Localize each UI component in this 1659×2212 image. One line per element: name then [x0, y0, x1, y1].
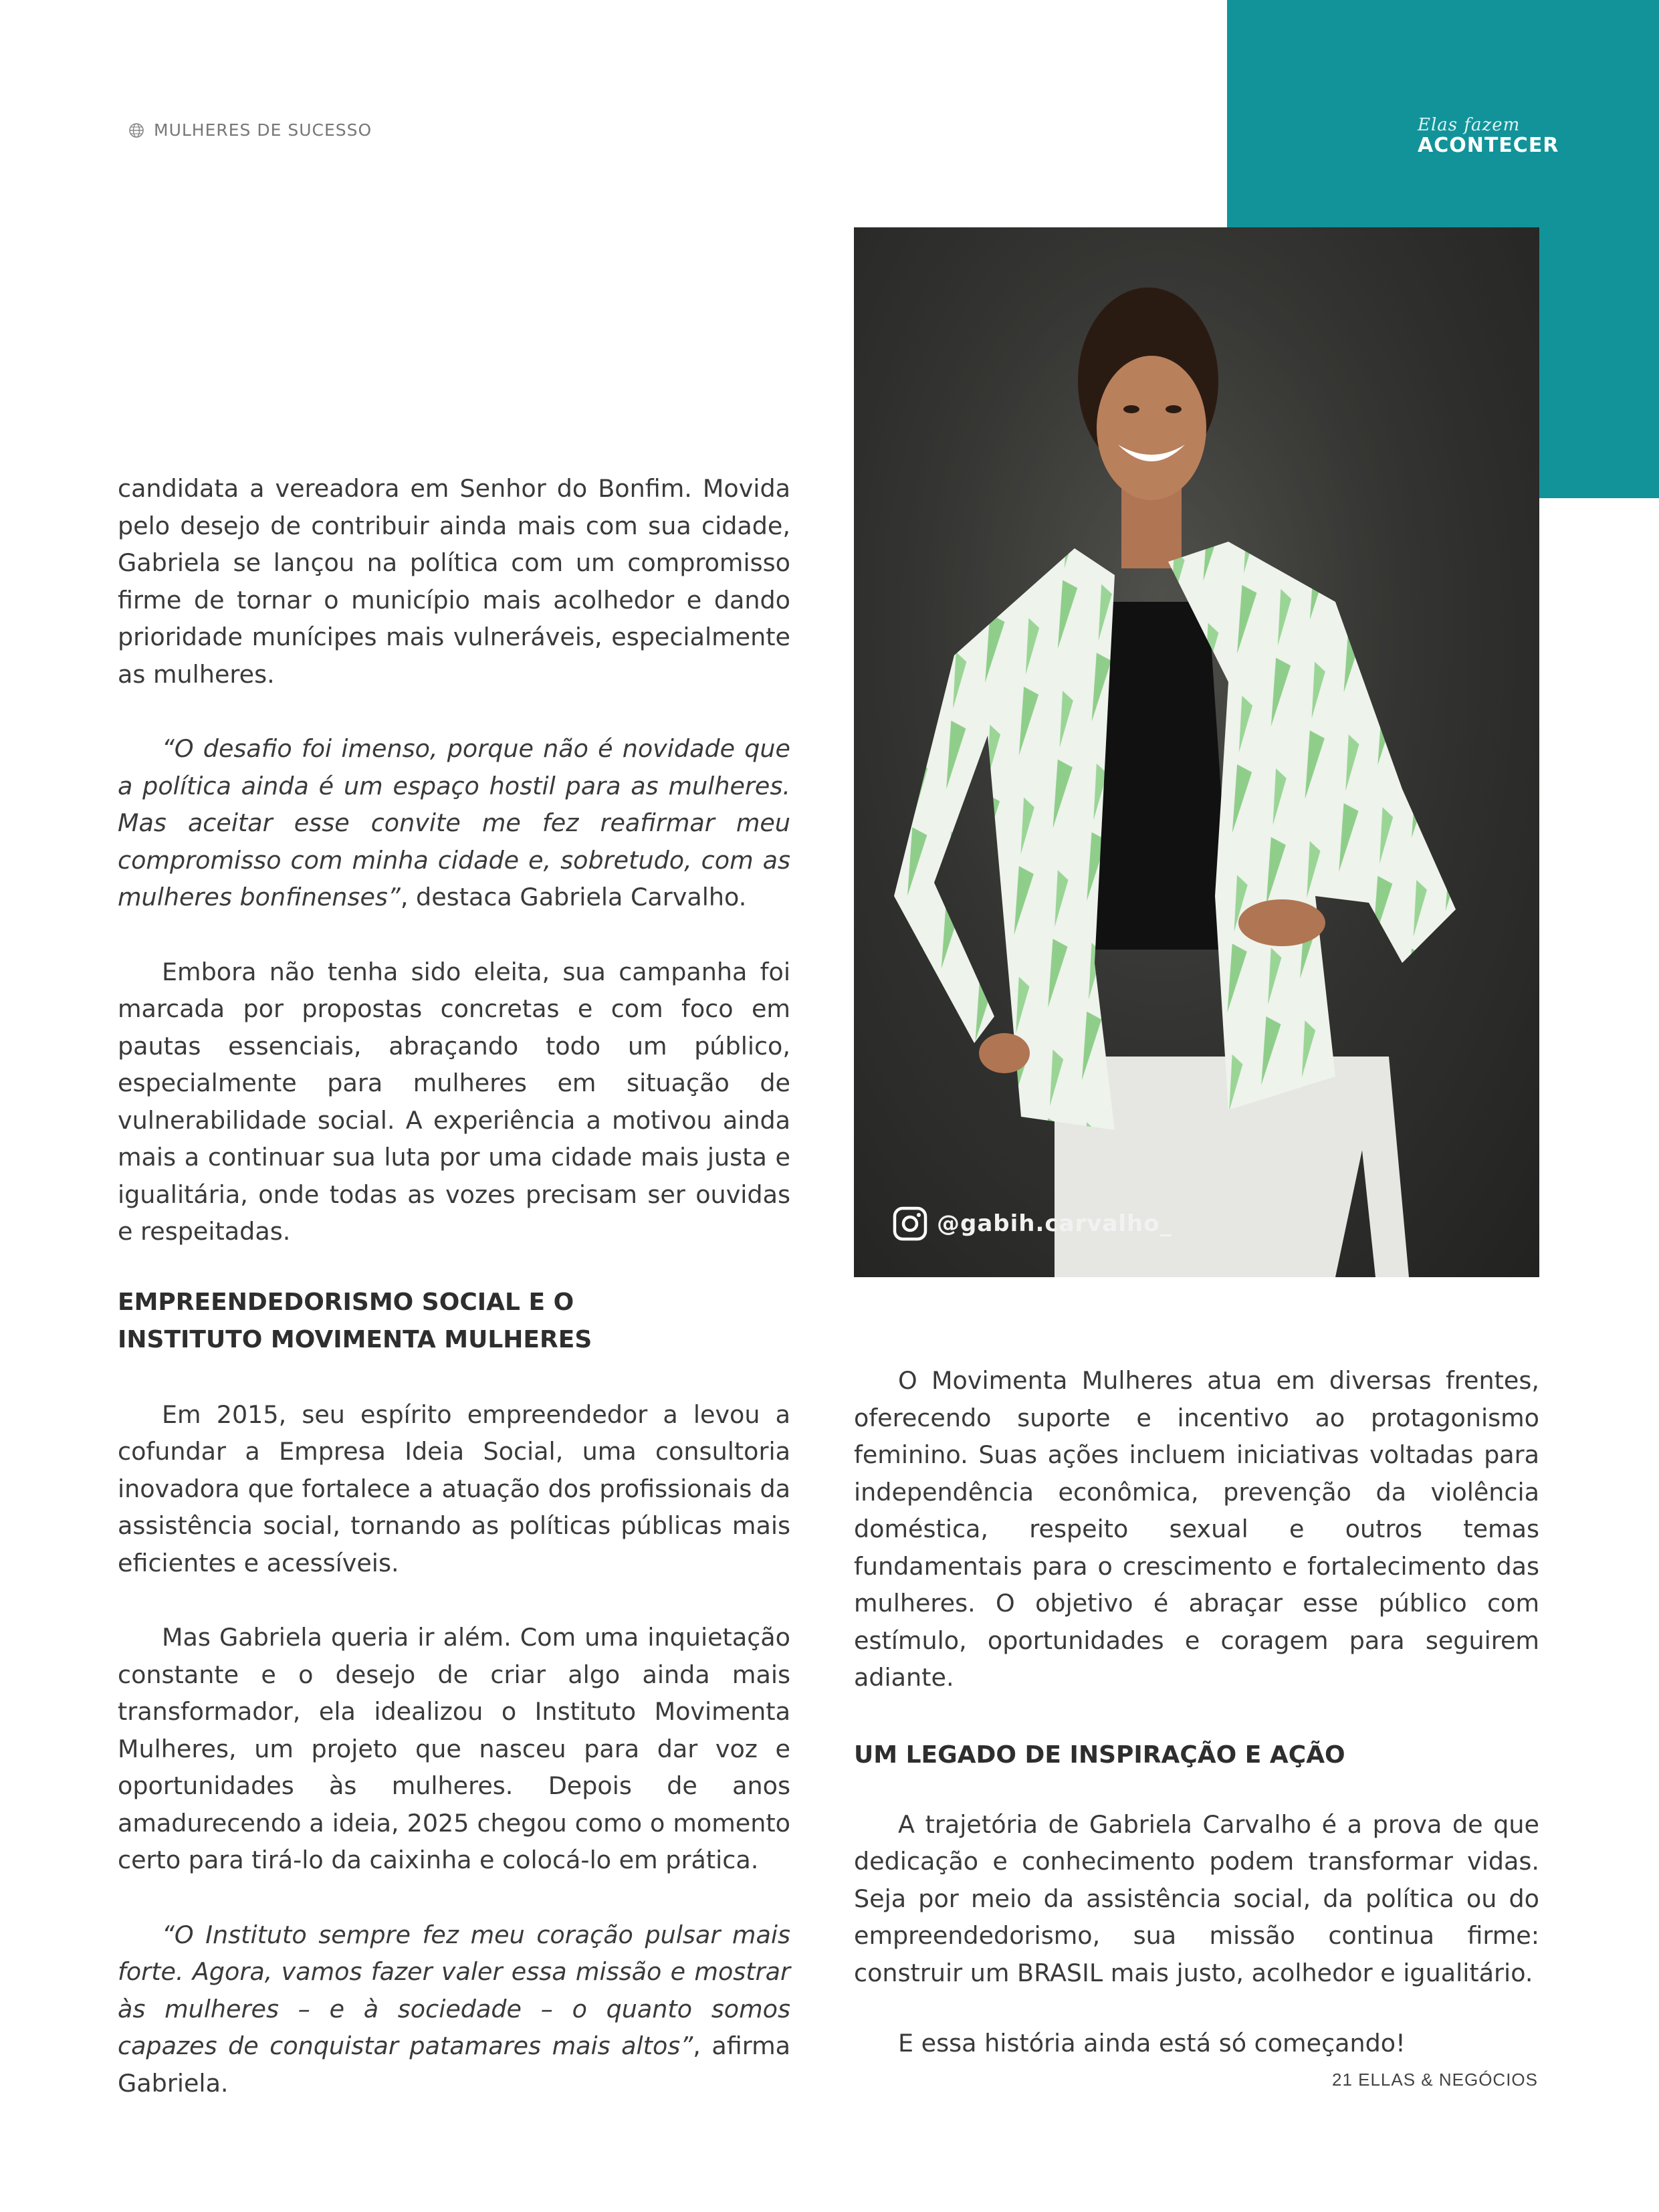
- section-heading-line: EMPREENDEDORISMO SOCIAL E O: [118, 1288, 574, 1316]
- left-column: [118, 470, 790, 2102]
- page-footer: 21 ELLAS & NEGÓCIOS: [1331, 2070, 1538, 2090]
- quote-text: “O desafio foi imenso, porque não é novidade que a política ainda é um espaço hostil para as mulheres. Mas aceitar esse convite me fez reafirmar meu compromisso com minha cidade e, sobretudo, com as mulheres bonfinenses”: [118, 734, 790, 911]
- brand-tagline: Elas fazem: [1418, 115, 1521, 135]
- closing-line: E essa história ainda está só começando!: [898, 2029, 1406, 2058]
- brand-title: ACONTECER: [1418, 134, 1559, 157]
- paragraph: Em 2015, seu espírito empreendedor a levou a cofundar a Empresa Ideia Social, uma consultoria inovadora que fortalece a atuação dos profissionais da assistência social, tornando as políticas públicas mais eficientes e acessíveis.: [118, 1400, 790, 1577]
- quote-text: “O Instituto sempre fez meu coração pulsar mais forte. Agora, vamos fazer valer essa missão e mostrar às mulheres – e à sociedade – o quanto somos capazes de conquistar patamares mais altos”: [118, 1920, 790, 2060]
- instagram-handle: @gabih.carvalho_: [937, 1210, 1172, 1237]
- section-label: [128, 120, 372, 140]
- paragraph: candidata a vereadora em Senhor do Bonfim. Movida pelo desejo de contribuir ainda mais com sua cidade, Gabriela se lançou na política com um compromisso firme de tornar o município mais acolhedor e dando prioridade munícipes mais vulneráveis, especialmente as mulheres.: [118, 474, 790, 689]
- section-heading: UM LEGADO DE INSPIRAÇÃO E AÇÃO: [854, 1741, 1345, 1769]
- instagram-handle-tag[interactable]: [893, 1206, 1172, 1241]
- section-heading: [118, 1284, 790, 1359]
- section-heading-line: INSTITUTO MOVIMENTA MULHERES: [118, 1325, 592, 1353]
- portrait-illustration: [854, 227, 1539, 1277]
- right-column: [854, 1362, 1539, 2062]
- instagram-icon: [893, 1206, 927, 1241]
- portrait-photo: [854, 227, 1539, 1277]
- paragraph: A trajetória de Gabriela Carvalho é a prova de que dedicação e conhecimento podem transformar vidas. Seja por meio da assistência social, da política ou do empreendedorismo, sua missão continua firme: construir um BRASIL mais justo, acolhedor e igualitário.: [854, 1809, 1539, 1987]
- quote-attribution: , destaca Gabriela Carvalho.: [400, 883, 747, 911]
- paragraph: O Movimenta Mulheres atua em diversas frentes, oferecendo suporte e incentivo ao protagonismo feminino. Suas ações incluem iniciativas voltadas para independência econômica, prevenção da violência doméstica, respeito sexual e outros temas fundamentais para o crescimento e fortalecimento das mulheres. O objetivo é abraçar esse público com estímulo, oportunidades e coragem para seguirem adiante.: [854, 1366, 1539, 1692]
- quote-paragraph: [118, 730, 790, 916]
- paragraph: Embora não tenha sido eleita, sua campanha foi marcada por propostas concretas e com foco em pautas essenciais, abraçando todo um público, especialmente para mulheres em situação de vulnerabilidade social. A experiência a motivou ainda mais a continuar sua luta por uma cidade mais justa e igualitária, onde todas as vozes precisam ser ouvidas e respeitadas.: [118, 957, 790, 1246]
- quote-attribution: , afirma Gabriela.: [118, 2031, 790, 2098]
- paragraph: Mas Gabriela queria ir além. Com uma inquietação constante e o desejo de criar algo ainda mais transformador, ela idealizou o Instituto Movimenta Mulheres, um projeto que nasceu para dar voz e oportunidades às mulheres. Depois de anos amadurecendo a ideia, 2025 chegou como o momento certo para tirá-lo da caixinha e colocá-lo em prática.: [118, 1623, 790, 1874]
- section-label-text: MULHERES DE SUCESSO: [154, 120, 372, 140]
- quote-paragraph: [118, 1916, 790, 2102]
- globe-icon: [128, 122, 144, 138]
